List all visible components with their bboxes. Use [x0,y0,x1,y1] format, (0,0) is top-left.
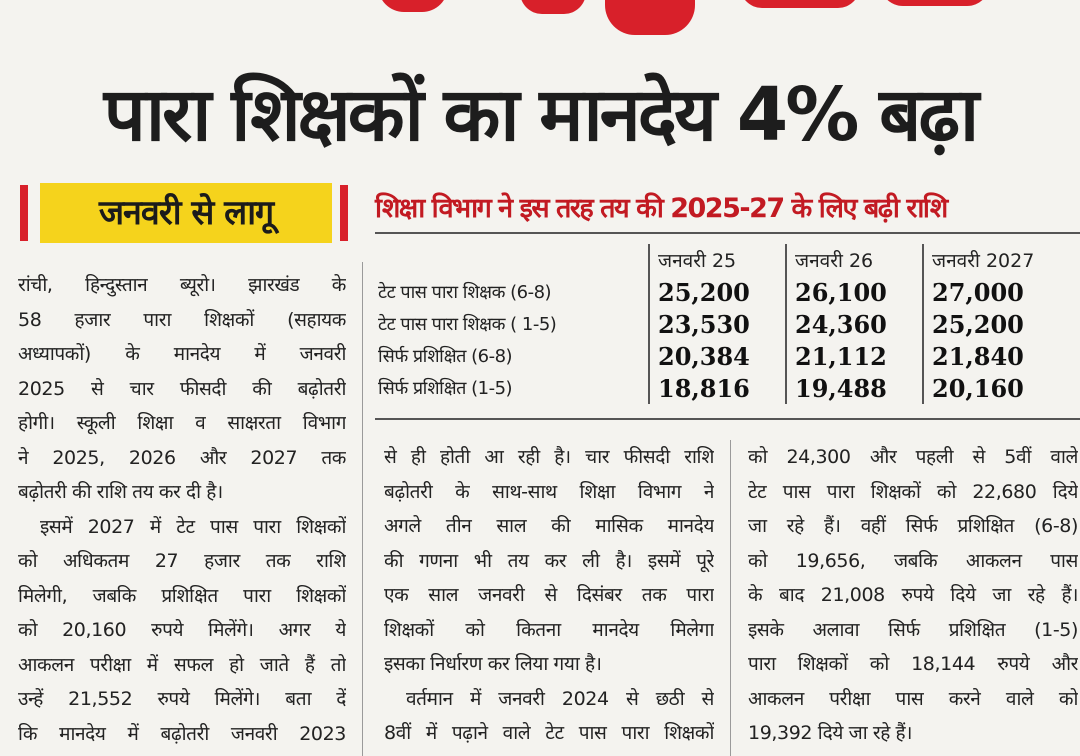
kicker-box [20,183,348,245]
red-lettering-fragment [740,0,860,8]
text-line: अध्यापकों) के मानदेय में जनवरी [18,343,346,365]
table-row [378,340,1080,372]
cell-value: 25,200 [923,308,1080,340]
table-header-jan25: जनवरी 25 [649,244,786,276]
text-line: शिक्षकों को कितना मानदेय मिलेगा [384,618,714,641]
column-divider [362,262,363,756]
row-label: टेट पास पारा शिक्षक ( 1-5) [378,314,557,335]
red-lettering-fragment [378,0,448,12]
text-line: इसके अलावा सिर्फ प्रशिक्षित (1-5) [748,618,1078,641]
red-lettering-fragment [520,0,586,14]
text-line: बढ़ोतरी के साथ-साथ शिक्षा विभाग ने [384,480,714,503]
text-line: अगले तीन साल की मासिक मानदेय [384,515,714,537]
red-lettering-fragment [880,0,990,6]
article-column-2 [384,440,714,751]
headline: पारा शिक्षकों का मानदेय 4% बढ़ा [103,72,977,158]
kicker-bar-right [340,185,348,241]
row-label: सिर्फ प्रशिक्षित (6-8) [378,346,513,367]
kicker-label: जनवरी से लागू [40,183,332,243]
cell-value: 23,530 [649,308,786,340]
text-line: 2025 से चार फीसदी की बढ़ोतरी [18,377,346,400]
text-line: को 20,160 रुपये मिलेंगे। अगर ये [18,619,346,641]
text-line: को अधिकतम 27 हजार तक राशि [18,550,346,572]
text-line: की गणना भी तय कर ली है। इसमें पूरे [384,549,714,572]
row-label: सिर्फ प्रशिक्षित (1-5) [378,378,513,399]
cell-value: 21,112 [786,340,923,372]
table-header-label [378,244,649,276]
table-top-rule [375,232,1080,234]
table-header-jan27: जनवरी 2027 [923,244,1080,276]
text-line: पारा शिक्षकों को 18,144 रुपये और [748,653,1078,675]
table-row [378,308,1080,340]
text-line: आकलन परीक्षा पास करने वाले को [748,687,1078,710]
row-label: टेट पास पारा शिक्षक (6-8) [378,282,552,303]
text-line: होगी। स्कूली शिक्षा व साक्षरता विभाग [18,412,346,434]
article-column-1 [18,268,346,751]
text-line: 19,392 दिये जा रहे हैं। [748,722,913,744]
table-bottom-rule [375,418,1080,420]
text-line: बढ़ोतरी की राशि तय कर दी है। [18,481,223,503]
column-divider [730,440,731,756]
text-line: ने 2025, 2026 और 2027 तक [18,446,346,469]
cell-value: 21,840 [923,340,1080,372]
text-line: के बाद 21,008 रुपये दिये जा रहे हैं। [748,584,1078,606]
text-line: से ही होती आ रही है। चार फीसदी राशि [384,446,714,468]
cell-value: 24,360 [786,308,923,340]
text-line: उन्हें 21,552 रुपये मिलेंगे। बता दें [18,688,346,710]
cell-value: 19,488 [786,372,923,404]
text-line: टेट पास पारा शिक्षकों को 22,680 दिये [748,480,1078,503]
text-line: 58 हजार पारा शिक्षकों (सहायक [18,308,346,331]
cell-value: 20,160 [923,372,1080,404]
previous-headline-fragment [0,0,1080,60]
kicker-bar-left [20,185,28,241]
text-line: मिलेगी, जबकि प्रशिक्षित पारा शिक्षकों [18,584,346,607]
cell-value: 20,384 [649,340,786,372]
table-header-row [378,244,1080,276]
text-line: को 19,656, जबकि आकलन पास [748,549,1078,572]
text-line: एक साल जनवरी से दिसंबर तक पारा [384,584,714,606]
text-line: को 24,300 और पहली से 5वीं वाले [748,446,1078,468]
table-title: शिक्षा विभाग ने इस तरह तय की 2025-27 के लिए बढ़ी राशि [375,193,947,224]
table-row [378,276,1080,308]
text-line: आकलन परीक्षा में सफल हो जाते हैं तो [18,653,346,676]
text-line: वर्तमान में जनवरी 2024 से छठी से [406,687,714,710]
cell-value: 26,100 [786,276,923,308]
text-line: इसमें 2027 में टेट पास पारा शिक्षकों [40,515,346,538]
article-column-3 [748,440,1078,751]
red-lettering-fragment [605,0,695,35]
text-line: 8वीं में पढ़ाने वाले टेट पास पारा शिक्षकों [384,722,714,744]
text-line: जा रहे हैं। वहीं सिर्फ प्रशिक्षित (6-8) [748,515,1078,537]
cell-value: 18,816 [649,372,786,404]
text-line: इसका निर्धारण कर लिया गया है। [384,653,602,675]
table-header-jan26: जनवरी 26 [786,244,923,276]
cell-value: 25,200 [649,276,786,308]
text-line: रांची, हिन्दुस्तान ब्यूरो। झारखंड के [18,274,346,296]
text-line: कि मानदेय में बढ़ोतरी जनवरी 2023 [18,722,346,745]
table-row [378,372,1080,404]
cell-value: 27,000 [923,276,1080,308]
honorarium-table [378,244,1080,404]
